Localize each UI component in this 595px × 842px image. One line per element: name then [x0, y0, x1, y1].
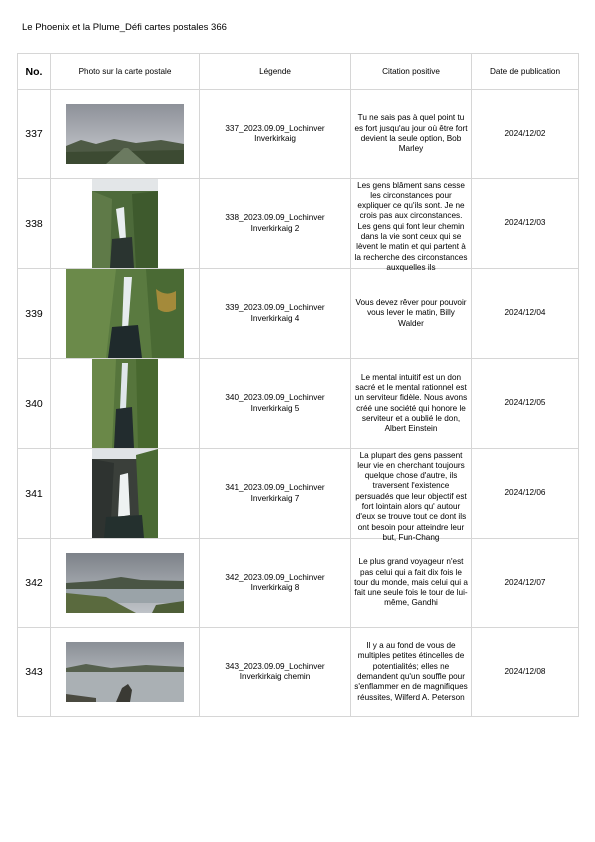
- legend-line: 342_2023.09.09_Lochinver: [225, 572, 325, 582]
- river-gorge-photo-icon[interactable]: [92, 359, 158, 448]
- date-cell: 2024/12/03: [472, 179, 579, 269]
- photo-cell: [51, 269, 200, 359]
- legend-line: Inverkirkaig 7: [250, 493, 300, 503]
- legend-line: Inverkirkaig 8: [250, 583, 300, 592]
- header-date: Date de publication: [472, 54, 579, 90]
- quote-cell: [351, 269, 472, 359]
- waterfall-photo-icon[interactable]: [92, 449, 158, 538]
- header-quote: Citation positive: [351, 54, 472, 90]
- date-cell: 2024/12/04: [472, 269, 579, 359]
- quote-cell: [351, 539, 472, 628]
- table-row: [18, 449, 579, 539]
- table-row: [18, 179, 579, 269]
- photo-cell: [51, 179, 200, 269]
- row-number: 338: [18, 179, 51, 269]
- document-title: Le Phoenix et la Plume_Défi cartes postales 366: [22, 22, 227, 33]
- table-row: [18, 269, 579, 359]
- quote-cell: [351, 179, 472, 272]
- row-number: 339: [18, 269, 51, 359]
- photo-cell: [51, 359, 200, 449]
- header-legend: Légende: [200, 54, 351, 90]
- row-number: 343: [18, 628, 51, 717]
- quote-text: Le mental intuitif est un don sacré et le mental rationnel est un serviteur fidèle. Nous avons créé une société qui honore le serviteur et a oublié le don, Albert Einstein: [354, 372, 468, 434]
- date-cell: 2024/12/07: [472, 539, 579, 628]
- photo-cell: [51, 539, 200, 628]
- legend-line: Inverkirkaig chemin: [239, 672, 311, 681]
- quote-cell: [351, 359, 472, 449]
- quote-cell: [351, 628, 472, 717]
- landscape-photo-icon[interactable]: [66, 104, 184, 164]
- quote-text: Vous devez rêver pour pouvoir vous lever le matin, Billy Walder: [355, 298, 467, 328]
- legend-line: 341_2023.09.09_Lochinver: [225, 483, 325, 493]
- table-row: [18, 90, 579, 179]
- legend-line: Inverkirkaig 4: [250, 313, 300, 323]
- table-row: [18, 628, 579, 717]
- quote-text: Le plus grand voyageur n'est pas celui qui a fait dix fois le tour du monde, mais celui qui a fait une seule fois le tour de lui-même, Gandhi: [354, 557, 468, 608]
- row-number: 341: [18, 449, 51, 539]
- legend-cell: [200, 269, 351, 359]
- legend-cell: [200, 539, 351, 628]
- header-no: No.: [18, 54, 51, 90]
- legend-line: 337_2023.09.09_Lochinver: [225, 123, 325, 133]
- quote-text: La plupart des gens passent leur vie en cherchant toujours quelque chose d'autre, ils traversent l'existence persuadés que leur objectif est fort lointain alors qu' autour d'eux se trouve tout ce dont ils ont besoin pour atteindre leur but, Fun-Chang: [355, 450, 467, 542]
- legend-line: 343_2023.09.09_Lochinver: [225, 661, 325, 671]
- date-cell: 2024/12/06: [472, 449, 579, 539]
- table-row: [18, 359, 579, 449]
- legend-cell: [200, 179, 351, 269]
- postcard-table: [17, 53, 579, 717]
- waterfall-photo-icon[interactable]: [92, 179, 158, 268]
- legend-cell: [200, 628, 351, 717]
- quote-cell: [351, 449, 472, 542]
- quote-text: Il y a au fond de vous de multiples petites étincelles de potentialités; elles ne demandent qu'un souffle pour s'enflammer en de magnifiques réussites, Wilferd A. Peterson: [354, 641, 468, 702]
- legend-line: Inverkirkaig 5: [250, 403, 300, 413]
- legend-line: 340_2023.09.09_Lochinver: [225, 393, 325, 403]
- quote-text: Tu ne sais pas à quel point tu es fort jusqu'au jour où être fort devient la seule option, Bob Marley: [354, 113, 468, 154]
- lake-photo-icon[interactable]: [66, 642, 184, 702]
- legend-line: Inverkirkaig 2: [250, 223, 300, 233]
- quote-cell: [351, 90, 472, 179]
- date-cell: 2024/12/02: [472, 90, 579, 179]
- row-number: 340: [18, 359, 51, 449]
- date-cell: 2024/12/05: [472, 359, 579, 449]
- header-photo: Photo sur la carte postale: [51, 54, 200, 90]
- quote-text: Les gens blâment sans cesse les circonstances pour expliquer ce qu'ils sont. Je ne crois pas aux circonstances. Les gens qui font leur chemin dans la vie sont ceux qui se lèvent le matin et qui partent à la recherche des circonstances auxquelles ils: [354, 180, 468, 272]
- row-number: 337: [18, 90, 51, 179]
- date-cell: 2024/12/08: [472, 628, 579, 717]
- photo-cell: [51, 628, 200, 717]
- legend-cell: [200, 449, 351, 539]
- river-gorge-photo-icon[interactable]: [66, 269, 184, 358]
- row-number: 342: [18, 539, 51, 628]
- photo-cell: [51, 90, 200, 179]
- legend-line: 339_2023.09.09_Lochinver: [225, 303, 325, 313]
- lake-photo-icon[interactable]: [66, 553, 184, 613]
- legend-cell: [200, 90, 351, 179]
- legend-line: 338_2023.09.09_Lochinver: [225, 213, 325, 223]
- table-header-row: [18, 54, 579, 90]
- photo-cell: [51, 449, 200, 539]
- table-row: [18, 539, 579, 628]
- legend-line: Inverkirkaig: [254, 134, 296, 143]
- legend-cell: [200, 359, 351, 449]
